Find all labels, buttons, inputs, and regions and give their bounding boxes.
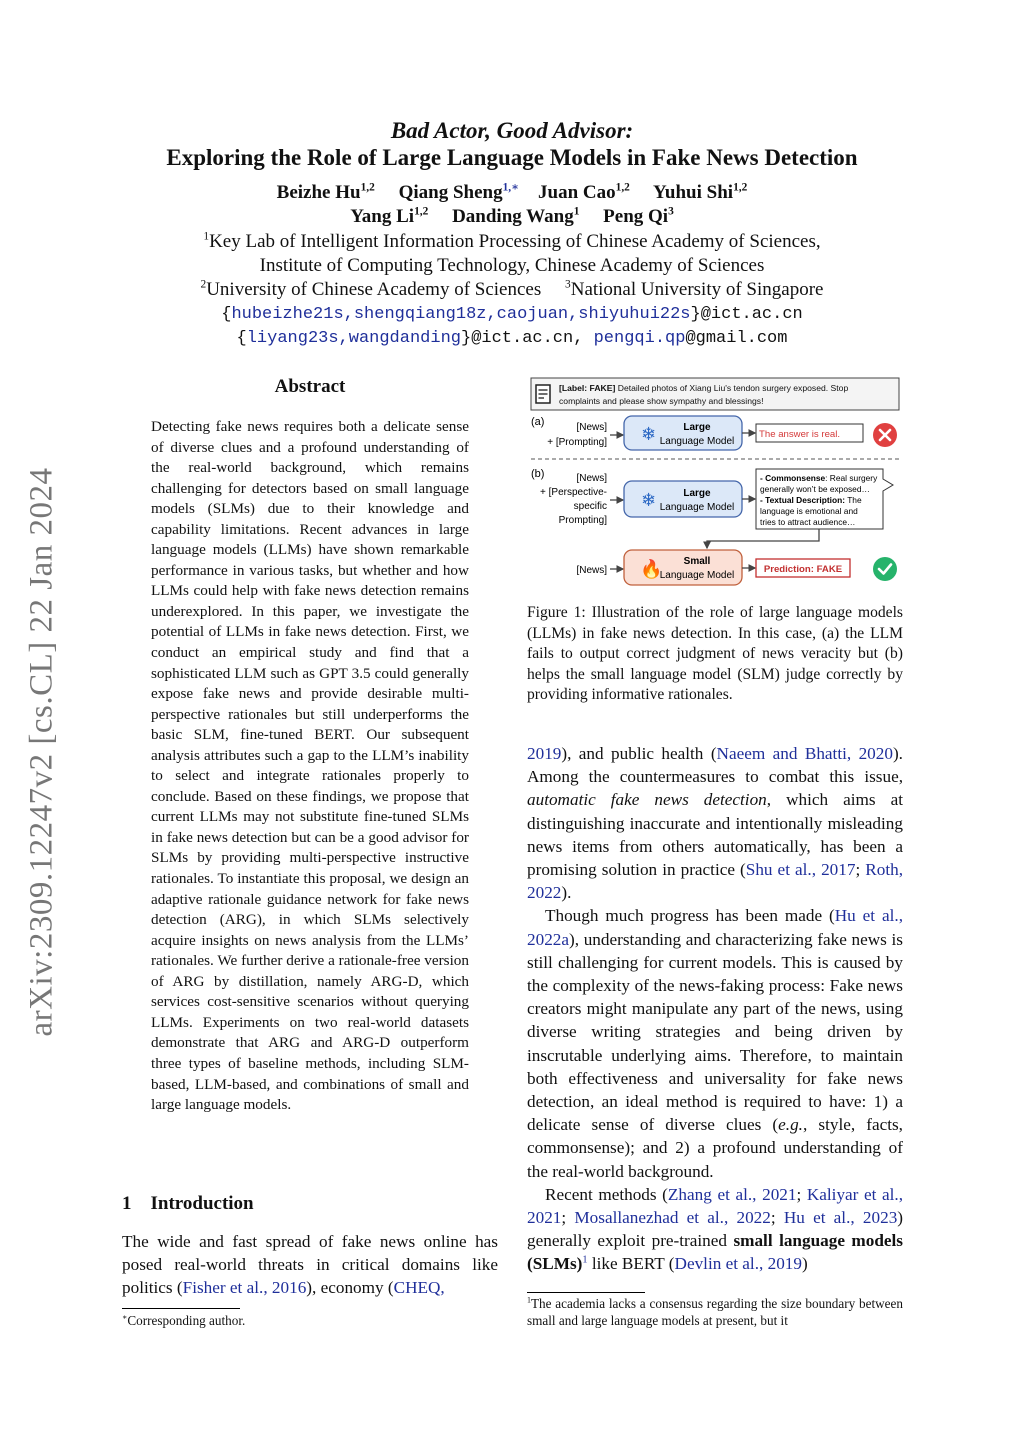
- author-name: Beizhe Hu: [276, 182, 361, 203]
- citation-link[interactable]: Hu et al., 2023: [783, 1208, 898, 1228]
- news-label-text-2: complaints and please show sympathy and blessings!: [559, 396, 764, 406]
- snowflake-icon: ❄: [641, 424, 657, 444]
- author-name: Juan Cao: [538, 182, 616, 203]
- llm-label-a: Large: [683, 422, 711, 433]
- citation-link[interactable]: Hu et al., 2022a: [527, 906, 903, 949]
- citation-link[interactable]: Shu et al., 2017: [745, 860, 856, 880]
- panel-b-label: (b): [531, 468, 545, 480]
- author-name: Qiang Sheng: [398, 182, 503, 203]
- b-input-news: [News]: [576, 473, 607, 484]
- email-link[interactable]: hubeizhe21s,shengqiang18z,caojuan,shiyuhui22s: [231, 305, 691, 324]
- section-heading-introduction: 1 Introduction: [122, 1193, 254, 1214]
- email-link[interactable]: liyang23s,wangdanding: [246, 329, 461, 348]
- a-output-text: The answer is real.: [759, 429, 841, 440]
- citation-link[interactable]: 2019: [527, 744, 562, 763]
- b-input-specific: specific: [573, 501, 607, 512]
- footnote-rule: [122, 1308, 240, 1309]
- b-input-prompting: Prompting]: [558, 515, 607, 526]
- footnote-rule-2: [527, 1292, 645, 1293]
- citation-link[interactable]: Devlin et al., 2019: [674, 1254, 802, 1274]
- paper-title-line2: Exploring the Role of Large Language Models in Fake News Detection: [166, 145, 858, 170]
- footnote-1: $^1$The academia lacks a consensus regarding the size boundary between small and large language models at present, but it: [527, 1295, 903, 1328]
- author-line-1: Beizhe Hu$^{1,2}$ Qiang Sheng$^{1,∗}$ Juan Cao$^{1,2}$ Yuhui Shi$^{1,2}$: [276, 181, 748, 203]
- email-line-1: {hubeizhe21s,shengqiang18z,caojuan,shiyuhui22s}@ict.ac.cn: [221, 305, 803, 324]
- citation-link[interactable]: Kaliyar et al., 2021: [527, 1184, 904, 1228]
- slm-input-news: [News]: [576, 565, 607, 576]
- footnote-corresponding: ∗Corresponding author.: [122, 1312, 246, 1328]
- paper-title-line1: Bad Actor, Good Advisor:: [390, 118, 634, 143]
- snowflake-icon: ❄: [641, 490, 657, 510]
- right-column-text: [527, 742, 903, 1276]
- author-name: Yuhui Shi: [652, 182, 734, 203]
- citation-link[interactable]: Zhang et al., 2021: [667, 1184, 797, 1204]
- affiliation-1: $^1$Key Lab of Intelligent Information Processing of Chinese Academy of Sciences,: [203, 230, 821, 252]
- email-link[interactable]: pengqi.qp: [593, 329, 686, 348]
- affiliation-1b: Institute of Computing Technology, Chinese Academy of Sciences: [259, 255, 765, 276]
- right-paragraph-3: Recent methods (Zhang et al., 2021; Kaliyar et al., 2021; Mosallanezhad et al., 2022; Hu et al., 2023) generally exploit pre-trained small language models (SLMs)$^1$ like BERT (Devlin et al., 2019): [527, 1184, 904, 1274]
- document-icon: [536, 385, 550, 403]
- slm-sublabel: Language Model: [659, 570, 735, 581]
- llm-sublabel-a: Language Model: [659, 436, 735, 447]
- rationale-textual-2: language is emotional and: [760, 506, 858, 516]
- affiliation-2-3: $^2$University of Chinese Academy of Sciences $^3$National University of Singapore: [200, 278, 824, 300]
- citation-link[interactable]: Roth, 2022: [527, 860, 903, 903]
- a-input-prompting: + [Prompting]: [547, 437, 607, 448]
- right-paragraph-1: 2019), and public health (Naeem and Bhatti, 2020). Among the countermeasures to combat this issue, automatic fake news detection, which aims at distinguishing inaccurate and intentionally misleading news items from others automatically, has been a promising solution in practice (Shu et al., 2017; Roth, 2022).: [527, 744, 903, 903]
- footnote-ref[interactable]: 1: [582, 1254, 588, 1266]
- fire-icon: 🔥: [640, 559, 663, 579]
- citation-link[interactable]: Fisher et al., 2016: [182, 1278, 307, 1298]
- author-name: Yang Li: [350, 206, 415, 227]
- author-name: Danding Wang: [452, 206, 574, 227]
- llm-label-b: Large: [683, 488, 711, 499]
- news-label-text: [Label: FAKE] Detailed photos of Xiang Liu's tendon surgery exposed. Stop: [559, 383, 849, 393]
- check-icon: [873, 557, 897, 581]
- citation-link[interactable]: Naeem and Bhatti, 2020: [716, 744, 893, 763]
- a-input-news: [News]: [576, 422, 607, 433]
- slm-label: Small: [683, 556, 711, 567]
- abstract-heading: Abstract: [274, 376, 346, 397]
- rationale-commonsense-2: generally won’t be exposed…: [760, 484, 870, 494]
- figure-1: [527, 375, 901, 593]
- right-paragraph-2: Though much progress has been made (Hu et al., 2022a), understanding and characterizing fake news is still challenging for current models. This is caused by the complexity of the news-faking process: Fake news creators might manipulate any part of the news, using diverse writing strategies and being driven by inscrutable underlying aims. Therefore, to maintain both effectiveness and universality for fake news detection, an ideal method is required to have: 1) a delicate sense of diverse clues (e.g., style, facts, commonsense); and 2) a profound understanding of the real-world background.: [527, 906, 903, 1181]
- citation-link[interactable]: Mosallanezhad et al., 2022: [574, 1208, 771, 1228]
- author-name: Peng Qi: [603, 206, 669, 227]
- slm-output-text: Prediction: FAKE: [763, 564, 843, 575]
- wrong-icon: [873, 423, 897, 447]
- b-input-perspective: + [Perspective-: [540, 487, 607, 498]
- email-line-2: {liyang23s,wangdanding}@ict.ac.cn, pengqi.qp@gmail.com: [236, 329, 788, 348]
- panel-a-label: (a): [531, 416, 545, 428]
- rationale-textual-3: tries to attract audience…: [760, 517, 856, 527]
- rationale-commonsense: - Commonsense: Real surgery: [760, 473, 878, 483]
- intro-paragraph: The wide and fast spread of fake news online has posed real-world threats in critical domains like politics (Fisher et al., 2016), economy (CHEQ,: [122, 1232, 498, 1298]
- llm-sublabel-b: Language Model: [659, 502, 735, 513]
- rationale-textual: - Textual Description: The: [760, 495, 862, 505]
- author-line-2: Yang Li$^{1,2}$ Danding Wang$^1$ Peng Qi$^3$: [350, 205, 674, 227]
- citation-link[interactable]: CHEQ,: [393, 1278, 445, 1298]
- abstract-body: Detecting fake news requires both a delicate sense of diverse clues and a profound understanding of the real-world background, which remains challenging for detectors based on small language models (SLMs) due to their knowledge and capability limitations. Recent advances in large language models (LLMs) have shown remarkable performance in various tasks, but whether and how LLMs could help with fake news detection remains underexplored. In this paper, we investigate the potential of LLMs in fake news detection. First, we conduct an empirical study and find that a sophisticated LLM such as GPT 3.5 could generally expose fake news and provide desirable multi-perspective rationales but still underperforms the basic SLM, fine-tuned BERT. Our subsequent analysis attributes such a gap to the LLM’s inability to select and integrate rationales properly to conclude. Based on these findings, we propose that current LLMs may not substitute fine-tuned SLMs in fake news detection but can be a good advisor for SLMs by providing multi-perspective instructive rationales. To instantiate this proposal, we design an adaptive rationale guidance network for fake news detection (ARG), in which SLMs selectively acquire insights on news analysis from the LLMs’ rationales. We further derive a rationale-free version of ARG by distillation, namely ARG-D, which services cost-sensitive scenarios without querying LLMs. Experiments on two real-world datasets demonstrate that ARG and ARG-D outperform three types of baseline methods, including SLM-based, LLM-based, and combinations of small and large language models.: [151, 418, 469, 1114]
- figure-1-caption: Figure 1: Illustration of the role of large language models (LLMs) in fake news detection. In this case, (a) the LLM fails to output correct judgment of news veracity but (b) helps the small language model (SLM) judge correctly by providing informative rationales.: [527, 604, 903, 704]
